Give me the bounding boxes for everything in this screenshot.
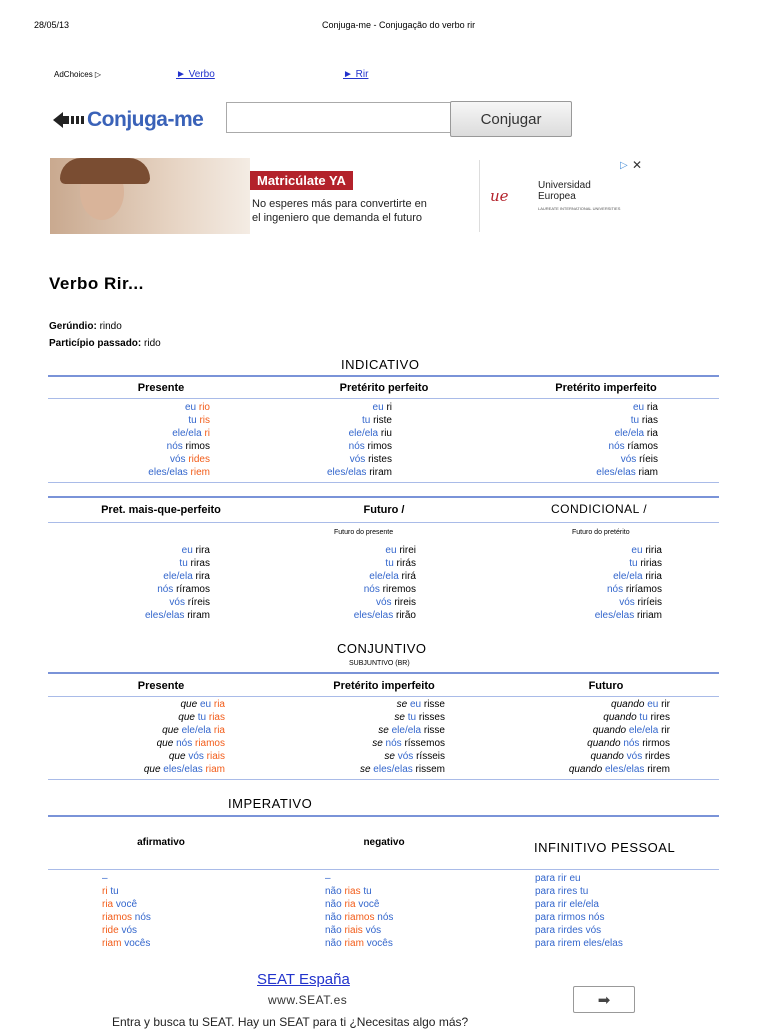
conjugation-row: nós rimos: [348, 441, 392, 453]
conjugation-row: riam vocês: [102, 938, 151, 950]
conjugation-row: não ria você: [325, 899, 380, 911]
indicativo-condicional-rows: [500, 544, 662, 623]
conjugation-row: se ele/ela risse: [378, 725, 445, 737]
conjugation-row: vós rides: [169, 454, 210, 466]
uni-name: Universidad Europea: [538, 180, 591, 202]
verbo-link[interactable]: ► Verbo: [176, 69, 215, 80]
conjugation-row: eles/elas riram: [144, 610, 210, 622]
conjugation-row: tu ririas: [629, 558, 662, 570]
ad-headline: Matricúlate YA: [250, 171, 353, 190]
conjugation-row: nós rimos: [166, 441, 210, 453]
conjugation-row: eles/elas rirão: [353, 610, 416, 622]
conjugation-row: eu rirei: [385, 545, 416, 556]
conjugation-row: eu rira: [181, 545, 210, 556]
conjugation-row: ele/ela riria: [613, 571, 662, 583]
indicativo-imperfeito-rows: [500, 401, 658, 480]
search-input[interactable]: [226, 102, 452, 133]
conjuntivo-heading: CONJUNTIVO: [337, 641, 427, 656]
ad-info-icon[interactable]: ▷: [620, 160, 628, 171]
conj-imperfeito-rows: [240, 698, 445, 777]
col-mais-que-perfeito: Pret. mais-que-perfeito: [101, 504, 221, 516]
conjugation-row: eu riria: [631, 545, 662, 556]
conjugation-row: eles/elas riam: [596, 467, 658, 479]
rir-link[interactable]: ► Rir: [343, 69, 369, 80]
conjugation-row: que ele/ela ria: [162, 725, 225, 737]
ad-photo: [50, 158, 250, 234]
conjugation-row: para rires tu: [535, 886, 589, 898]
conjugation-row: não rias tu: [325, 886, 372, 898]
conjugation-row: eu rio: [184, 402, 210, 413]
conjugation-row: quando tu rires: [603, 712, 670, 724]
conjugation-row: eu ria: [632, 402, 658, 413]
ad-close-icon[interactable]: ✕: [632, 158, 643, 172]
conjugation-row: nós riríamos: [606, 584, 662, 596]
col-futuro: Futuro /: [363, 504, 405, 516]
conjugation-row: tu rirás: [385, 558, 416, 570]
conjugation-row: quando nós rirmos: [587, 738, 670, 750]
indicativo-presente-rows: [60, 401, 210, 480]
conjugation-row: quando ele/ela rir: [592, 725, 670, 737]
conjugation-row: não riais vós: [325, 925, 382, 937]
col-conj-futuro: Futuro: [588, 680, 624, 692]
ad-arrow-button[interactable]: [573, 986, 635, 1013]
col-conj-presente: Presente: [137, 680, 185, 692]
imperativo-heading: IMPERATIVO: [228, 796, 313, 811]
conjugation-row: ria você: [102, 899, 138, 911]
adchoices-label[interactable]: AdChoices ▷: [54, 70, 102, 79]
conjugation-row: vós ríeis: [620, 454, 658, 466]
conjugation-row: se eu risse: [396, 699, 445, 710]
seat-ad-title[interactable]: SEAT España: [257, 971, 350, 988]
seat-ad-url[interactable]: www.SEAT.es: [268, 993, 348, 1007]
indicativo-mais-rows: [60, 544, 210, 623]
site-logo[interactable]: Conjuga-me: [53, 106, 203, 134]
conjugation-row: que vós riais: [168, 751, 225, 763]
col-afirmativo: afirmativo: [137, 837, 185, 848]
conjugation-row: tu riste: [361, 415, 392, 427]
conjugation-row: para rirdes vós: [535, 925, 602, 937]
infinitivo-rows: [535, 872, 623, 951]
print-date: 28/05/13: [34, 20, 70, 30]
conjugation-row: se tu risses: [394, 712, 445, 724]
conjugation-row: ele/ela ria: [614, 428, 658, 440]
arrow-right-icon: ➡: [597, 991, 611, 1009]
col-imperfeito: Pretérito imperfeito: [555, 382, 657, 394]
subjuntivo-sub: SUBJUNTIVO (BR): [349, 660, 410, 667]
conjugation-row: eles/elas riram: [326, 467, 392, 479]
conjugation-row: nós ríramos: [157, 584, 210, 596]
conjugation-row: quando vós rirdes: [590, 751, 670, 763]
conjugation-row: vós ríreis: [169, 597, 210, 609]
col-conj-imperfeito: Pretérito imperfeito: [333, 680, 435, 692]
ad-line2: el ingeniero que demanda el futuro: [252, 212, 423, 224]
conjugation-row: vós riríeis: [619, 597, 662, 609]
conjugation-row: –: [102, 873, 108, 884]
negativo-rows: [325, 872, 393, 951]
conjugation-row: ri tu: [102, 886, 119, 898]
conjugation-row: ele/ela ri: [172, 428, 210, 440]
col-negativo: negativo: [363, 837, 405, 848]
verb-title: Verbo Rir...: [49, 274, 144, 293]
conjugation-row: tu rias: [630, 415, 658, 427]
conjugation-row: se vós rísseis: [384, 751, 445, 763]
conjugation-row: ride vós: [102, 925, 138, 937]
conjugation-row: tu ris: [188, 415, 210, 427]
conjugation-row: vós rireis: [375, 597, 416, 609]
indicativo-perfeito-rows: [240, 401, 392, 480]
ue-logo-icon: ue: [490, 187, 509, 205]
conjugation-row: que tu rias: [178, 712, 225, 724]
conjugation-row: ele/ela rirá: [369, 571, 416, 583]
seat-ad-text: Entra y busca tu SEAT. Hay un SEAT para ti ¿Necesitas algo más?: [112, 1015, 469, 1029]
conjugation-row: tu riras: [179, 558, 210, 570]
conjugation-row: quando eu rir: [611, 699, 670, 710]
conjugation-row: eu ri: [372, 402, 392, 413]
conjugation-row: eles/elas riem: [148, 467, 210, 479]
conjugation-row: se nós ríssemos: [372, 738, 445, 750]
conjugation-row: nós ríamos: [608, 441, 658, 453]
conjugation-row: que nós riamos: [156, 738, 225, 750]
conj-futuro-rows: [500, 698, 670, 777]
conjugation-row: ele/ela riu: [348, 428, 392, 440]
conjugation-row: riamos nós: [102, 912, 151, 924]
col-condicional: CONDICIONAL /: [551, 502, 648, 516]
col-presente: Presente: [137, 382, 185, 394]
condicional-sub: Futuro do pretérito: [572, 529, 630, 536]
adchoices-icon: ▷: [94, 70, 102, 79]
conjugation-row: ele/ela rira: [163, 571, 210, 583]
indicativo-futuro-rows: [240, 544, 416, 623]
conjugation-row: para rir eu: [535, 873, 581, 884]
afirmativo-rows: [102, 872, 151, 951]
conjugation-row: –: [325, 873, 331, 884]
ad-line1: No esperes más para convertirte en: [252, 198, 427, 210]
conjugation-row: para rir ele/ela: [535, 899, 599, 911]
futuro-sub: Futuro do presente: [334, 529, 394, 536]
conjugation-row: eles/elas ririam: [594, 610, 662, 622]
page-title: Conjuga-me - Conjugação do verbo rir: [322, 20, 476, 30]
gerund-line: Gerúndio: rindo: [49, 321, 122, 332]
conjugation-row: nós riremos: [363, 584, 416, 596]
conjugation-row: se eles/elas rissem: [359, 764, 445, 776]
indicativo-heading: INDICATIVO: [341, 357, 420, 372]
conjugation-row: vós ristes: [349, 454, 392, 466]
conjugation-row: para rirem eles/elas: [535, 938, 623, 950]
infinitivo-heading: INFINITIVO PESSOAL: [534, 840, 676, 855]
conjugation-row: que eu ria: [180, 699, 225, 710]
conjugation-row: não riam vocês: [325, 938, 393, 950]
conjugation-row: não riamos nós: [325, 912, 394, 924]
col-perfeito: Pretérito perfeito: [339, 382, 429, 394]
conjugation-row: para rirmos nós: [535, 912, 605, 924]
conjugation-row: quando eles/elas rirem: [568, 764, 670, 776]
conjugation-row: que eles/elas riam: [143, 764, 225, 776]
back-arrow-icon: [53, 110, 87, 130]
ad-banner[interactable]: [50, 158, 644, 234]
conjugar-button[interactable]: Conjugar: [450, 101, 572, 137]
participle-line: Particípio passado: rido: [49, 338, 161, 349]
uni-tag: LAUREATE INTERNATIONAL UNIVERSITIES: [538, 206, 621, 211]
conj-presente-rows: [60, 698, 225, 777]
